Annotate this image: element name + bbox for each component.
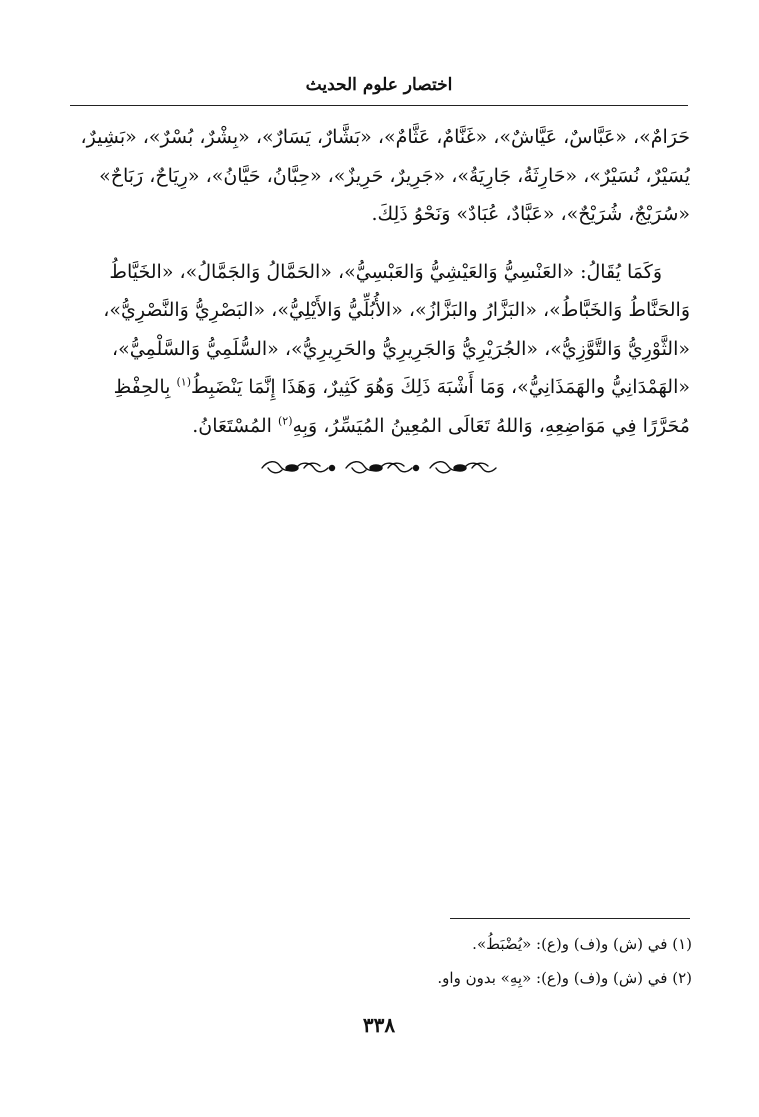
footnote-2: (٢) في (ش) و(ف) و(ع): «بِهِ» بدون واو. (437, 969, 692, 987)
text-line: وَكَمَا يُقَالُ: «العَنْسِيُّ وَالعَيْشِيُّ وَالعَبْسِيُّ»، «الحَمَّالُ وَالجَمَّالُ»، «الخَيَّاطُ (109, 260, 662, 283)
footnote-1: (١) في (ش) و(ف) و(ع): «يُضْبَطُ». (472, 935, 692, 953)
text-line: «الثَّوْرِيُّ وَالتَّوَّزِيُّ»، «الجُرَيْرِيُّ وَالجَرِيرِيُّ والحَرِيرِيُّ»، «السُّلَمِيُّ وَالسَّلْمِيُّ»، (111, 337, 690, 360)
footnote-separator (450, 918, 690, 919)
footnote-ref-1[interactable]: (١) (176, 375, 191, 389)
ornament-unit (346, 462, 419, 473)
ornament-unit (262, 462, 335, 473)
text-line: يُسَيْرٌ، نُسَيْرٌ»، «حَارِثَةُ، جَارِيَةُ»، «جَرِيرٌ، حَرِيزٌ»، «حِبَّانُ، حَيَّانُ»، «رِيَاحٌ، رَبَاحٌ» (99, 164, 690, 187)
header-rule (70, 105, 688, 106)
ornament-unit (430, 462, 496, 473)
text-segment: بِالحِفْظِ (113, 376, 171, 398)
text-line: «سُرَيْجٌ، شُرَيْحٌ»، «عَبَّادٌ، عُبَادٌ» وَنَحْوُ ذَلِكَ. (371, 203, 690, 225)
paragraph-names (68, 118, 690, 234)
text-line: حَرَامٌ»، «عَبَّاسٌ، عَيَّاشٌ»، «غَنَّامٌ، عَثَّامٌ»، «بَشَّارٌ، يَسَارٌ»، «بِشْرٌ، بُسْرٌ»، «بَشِيرٌ، (80, 126, 690, 148)
text-line: وَالحَنَّاطُ وَالخَبَّاطُ»، «البَزَّارُ والبَزَّازُ»، «الأُبُلِّيُّ وَالأَيْلِيُّ»، «البَصْرِيُّ وَالنَّصْرِيُّ»، (103, 299, 690, 321)
main-text (68, 118, 690, 445)
text-segment: مُحَرَّرًا فِي مَوَاضِعِهِ، وَاللهُ تَعَالَى المُعِينُ المُيَسِّرُ، وَبِهِ (292, 414, 690, 437)
text-line (68, 368, 690, 407)
footnote-ref-2[interactable]: (٢) (278, 414, 293, 428)
text-line (68, 407, 690, 446)
text-segment: «الهَمْدَانِيُّ والهَمَذَانِيُّ»، وَمَا أَشْبَهَ ذَلِكَ وَهُوَ كَثِيرٌ، وَهَذَا إِنَّمَا يَنْضَبِطُ (190, 376, 690, 398)
page-number: ٣٣٨ (362, 1013, 396, 1037)
page-header-title: اختصار علوم الحديث (305, 75, 453, 95)
floral-divider-icon (258, 458, 504, 478)
text-segment: المُسْتَعَانُ. (192, 414, 272, 437)
footnotes (380, 927, 692, 995)
paragraph-nisbas (68, 253, 690, 446)
